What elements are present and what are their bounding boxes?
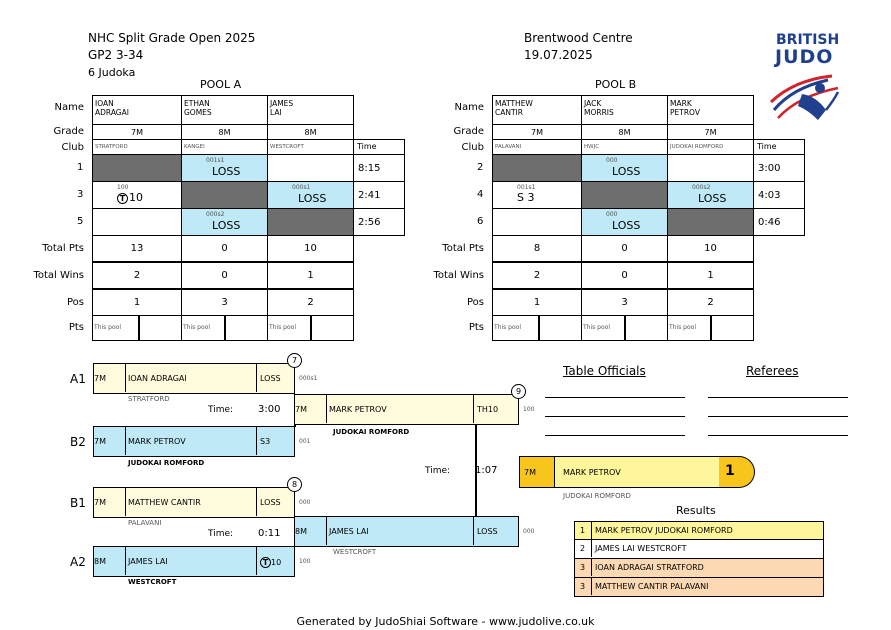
player-name bbox=[584, 99, 614, 117]
pool_b-match-time: 3:00 bbox=[753, 154, 805, 182]
pool_b-total-pts-value: 0 bbox=[581, 235, 668, 262]
pool_a-player-2-grade: 8M bbox=[181, 124, 268, 140]
m7-bot-entry bbox=[93, 426, 295, 457]
result-text: MARK PETROV JUDOKAI ROMFORD bbox=[595, 526, 733, 535]
pool_a-total-pts-value: 10 bbox=[267, 235, 354, 262]
m7-bot-club: JUDOKAI ROMFORD bbox=[128, 459, 205, 467]
player-first-name: ETHAN bbox=[184, 99, 210, 108]
winner-grade: 7M bbox=[519, 456, 555, 488]
logo-text-judo: JUDO bbox=[775, 46, 834, 68]
pool_b-total-wins-value: 0 bbox=[581, 262, 668, 289]
player-last-name: PETROV bbox=[670, 108, 700, 117]
pool_b-result-cell bbox=[667, 208, 754, 236]
pool_b-result-cell bbox=[667, 181, 754, 209]
fighter-score: S3 bbox=[256, 427, 294, 455]
score-code: 000 bbox=[299, 499, 311, 506]
m8-top-club: PALAVANI bbox=[128, 519, 162, 527]
official-line-3 bbox=[545, 435, 685, 436]
loss-label: LOSS bbox=[612, 165, 641, 178]
pool_a-pts-label: Pts bbox=[68, 322, 84, 333]
fighter-name: MATTHEW CANTIR bbox=[128, 498, 201, 507]
judo-player-icon bbox=[768, 66, 846, 122]
fighter-score: LOSS bbox=[256, 488, 294, 516]
seed-label: B2 bbox=[70, 435, 86, 449]
referee-line-3 bbox=[708, 435, 848, 436]
pool_a-club-label: Club bbox=[61, 142, 84, 153]
score-code: 000 bbox=[606, 157, 618, 164]
player-name bbox=[95, 99, 129, 117]
this-pool-label: This pool bbox=[494, 324, 521, 331]
pool_b-player-1-grade: 7M bbox=[492, 124, 582, 140]
pool_a-result-cell bbox=[267, 181, 354, 209]
m9-bot-entry bbox=[294, 516, 519, 547]
referee-line-1 bbox=[708, 397, 848, 398]
pool_a-this-pool-cell bbox=[92, 315, 182, 341]
score-code: 100 bbox=[117, 184, 129, 191]
judoka-count: 6 Judoka bbox=[88, 66, 136, 79]
player-first-name: JAMES bbox=[270, 99, 294, 108]
pool_a-row-number: 3 bbox=[77, 189, 84, 200]
fighter-score: LOSS bbox=[473, 517, 518, 545]
score-code: 001s1 bbox=[206, 157, 225, 164]
m8-time: 0:11 bbox=[258, 528, 281, 539]
pool_a-name-label: Name bbox=[54, 102, 84, 113]
fighter-score bbox=[256, 547, 294, 575]
score-code: 000s1 bbox=[292, 184, 311, 191]
pool_a-this-pool-cell bbox=[181, 315, 268, 341]
fighter-name: MARK PETROV bbox=[329, 405, 387, 414]
pool_b-result-cell bbox=[581, 154, 668, 182]
loss-label: LOSS bbox=[212, 219, 241, 232]
pool_a-pos-label: Pos bbox=[66, 297, 84, 308]
pool_b-total-pts-value: 10 bbox=[667, 235, 754, 262]
winner-place: 1 bbox=[719, 456, 755, 488]
result-place: 3 bbox=[575, 559, 592, 576]
official-line-1 bbox=[545, 397, 685, 398]
official-line-2 bbox=[545, 416, 685, 417]
pool_b-match-time: 0:46 bbox=[753, 208, 805, 236]
pool_a-result-cell bbox=[92, 208, 182, 236]
pool_b-player-2-name-cell bbox=[581, 95, 668, 125]
match-7-number: 7 bbox=[287, 353, 302, 368]
divider bbox=[138, 316, 140, 340]
pool_a-player-3-grade: 8M bbox=[267, 124, 354, 140]
pool_a-result-cell bbox=[181, 154, 268, 182]
divider bbox=[538, 316, 540, 340]
table-officials-heading: Table Officials bbox=[563, 364, 646, 378]
pool_a-pos-value: 2 bbox=[267, 289, 354, 316]
divider bbox=[710, 316, 712, 340]
pool_b-result-cell bbox=[492, 154, 582, 182]
seed-label: B1 bbox=[70, 496, 86, 510]
m8-bot-entry bbox=[93, 546, 295, 577]
player-name bbox=[495, 99, 533, 117]
m8-bot-club: WESTCROFT bbox=[128, 578, 177, 586]
divider bbox=[224, 316, 226, 340]
m9-bot-club: WESTCROFT bbox=[333, 548, 377, 556]
pool_b-player-3-name-cell bbox=[667, 95, 754, 125]
score-number: 10 bbox=[271, 558, 282, 567]
player-first-name: IOAN bbox=[95, 99, 114, 108]
fighter-score: TH10 bbox=[473, 395, 518, 423]
pool_b-name-label: Name bbox=[454, 102, 484, 113]
british-judo-logo bbox=[768, 32, 846, 122]
pool_a-result-cell bbox=[92, 154, 182, 182]
divider bbox=[624, 316, 626, 340]
pool_a-total-wins-value: 2 bbox=[92, 262, 182, 289]
result-text: JAMES LAI WESTCROFT bbox=[595, 544, 687, 553]
pool_a-result-cell bbox=[181, 181, 268, 209]
m9-top-club: JUDOKAI ROMFORD bbox=[333, 428, 410, 436]
score-value: S 3 bbox=[517, 191, 535, 204]
pool_a-time-header: Time bbox=[353, 139, 405, 155]
match-9-number: 9 bbox=[511, 384, 526, 399]
winner-name: MARK PETROV bbox=[554, 456, 722, 488]
m9-time: 1:07 bbox=[475, 465, 498, 476]
m7-time: 3:00 bbox=[258, 404, 281, 415]
winner-entry bbox=[519, 456, 737, 488]
pool_b-player-1-club: PALAVANI bbox=[492, 139, 582, 155]
pool_a-total-pts-value: 0 bbox=[181, 235, 268, 262]
pool_a-pos-value: 1 bbox=[92, 289, 182, 316]
player-first-name: MARK bbox=[670, 99, 692, 108]
pool-a-title: POOL A bbox=[200, 78, 242, 91]
divider bbox=[310, 316, 312, 340]
pool_a-row-number: 1 bbox=[77, 162, 84, 173]
result-row bbox=[574, 521, 824, 540]
pool_b-total-wins-label: Total Wins bbox=[433, 270, 484, 281]
score-number: 10 bbox=[129, 191, 143, 204]
pool_a-this-pool-cell bbox=[267, 315, 354, 341]
result-text: MATTHEW CANTIR PALAVANI bbox=[595, 582, 709, 591]
pool_a-total-wins-value: 0 bbox=[181, 262, 268, 289]
pool_b-total-wins-value: 2 bbox=[492, 262, 582, 289]
ippon-icon: T bbox=[260, 557, 271, 568]
pool_b-pos-value: 1 bbox=[492, 289, 582, 316]
pool_b-total-wins-value: 1 bbox=[667, 262, 754, 289]
pool_a-result-cell bbox=[181, 208, 268, 236]
player-last-name: GOMES bbox=[184, 108, 212, 117]
pool_a-pos-value: 3 bbox=[181, 289, 268, 316]
score-code: 001 bbox=[299, 438, 311, 445]
pool_b-total-pts-label: Total Pts bbox=[442, 243, 484, 254]
pool_b-result-cell bbox=[581, 181, 668, 209]
this-pool-label: This pool bbox=[183, 324, 210, 331]
m8-top-entry bbox=[93, 487, 295, 518]
grade: 8M bbox=[295, 517, 327, 545]
pool_b-this-pool-cell bbox=[492, 315, 582, 341]
result-place: 2 bbox=[575, 540, 592, 557]
this-pool-label: This pool bbox=[583, 324, 610, 331]
fighter-score: LOSS bbox=[256, 364, 294, 392]
pool_b-player-3-grade: 7M bbox=[667, 124, 754, 140]
loss-label: LOSS bbox=[212, 165, 241, 178]
player-first-name: JACK bbox=[584, 99, 602, 108]
pool-b-title: POOL B bbox=[595, 78, 637, 91]
results-heading: Results bbox=[676, 504, 716, 517]
m7-top-entry bbox=[93, 363, 295, 394]
score-code: 000 bbox=[523, 528, 535, 535]
pool_b-total-pts-value: 8 bbox=[492, 235, 582, 262]
pool_a-result-cell bbox=[92, 181, 182, 209]
pool_a-total-pts-value: 13 bbox=[92, 235, 182, 262]
pool_a-player-3-club: WESTCROFT bbox=[267, 139, 354, 155]
fighter-name: JAMES LAI bbox=[128, 557, 168, 566]
time-label: Time: bbox=[208, 529, 234, 539]
pool_a-total-wins-label: Total Wins bbox=[33, 270, 84, 281]
pool_a-match-time: 2:41 bbox=[353, 181, 405, 209]
loss-label: LOSS bbox=[698, 192, 727, 205]
pool_b-result-cell bbox=[492, 208, 582, 236]
seed-label: A1 bbox=[70, 372, 86, 386]
seed-label: A2 bbox=[70, 555, 86, 569]
match-8-number: 8 bbox=[287, 477, 302, 492]
m9-top-entry bbox=[294, 394, 519, 425]
score-code: 001s1 bbox=[517, 184, 536, 191]
result-place: 3 bbox=[575, 578, 592, 595]
player-last-name: ADRAGAI bbox=[95, 108, 129, 117]
ippon-icon: T bbox=[117, 193, 128, 204]
grade: 8M bbox=[94, 547, 126, 575]
event-date: 19.07.2025 bbox=[524, 48, 593, 62]
pool_b-result-cell bbox=[492, 181, 582, 209]
grade: 7M bbox=[94, 364, 126, 392]
referees-heading: Referees bbox=[746, 364, 799, 378]
pool_b-player-2-grade: 8M bbox=[581, 124, 668, 140]
grade: 7M bbox=[94, 488, 126, 516]
fighter-name: JAMES LAI bbox=[329, 527, 369, 536]
score-code: 000s2 bbox=[692, 184, 711, 191]
pool_a-result-cell bbox=[267, 208, 354, 236]
score-code: 000s1 bbox=[299, 375, 318, 382]
pool_b-grade-label: Grade bbox=[453, 126, 484, 137]
pool_a-player-1-name-cell bbox=[92, 95, 182, 125]
pool_a-player-2-name-cell bbox=[181, 95, 268, 125]
pool_a-result-cell bbox=[267, 154, 354, 182]
score-code: 000s2 bbox=[206, 211, 225, 218]
referee-line-2 bbox=[708, 416, 848, 417]
venue: Brentwood Centre bbox=[524, 31, 633, 45]
result-row bbox=[574, 559, 824, 578]
pool_b-time-header: Time bbox=[753, 139, 805, 155]
footer-text: Generated by JudoShiai Software - www.judolive.co.uk bbox=[296, 615, 595, 628]
grade: 7M bbox=[94, 427, 126, 455]
fighter-name: MARK PETROV bbox=[128, 437, 186, 446]
grade: 7M bbox=[295, 395, 327, 423]
pool_a-match-time: 2:56 bbox=[353, 208, 405, 236]
pool_a-player-1-grade: 7M bbox=[92, 124, 182, 140]
fighter-name: IOAN ADRAGAI bbox=[128, 374, 187, 383]
pool_a-player-3-name-cell bbox=[267, 95, 354, 125]
result-text: IOAN ADRAGAI STRATFORD bbox=[595, 563, 704, 572]
pool_a-match-time: 8:15 bbox=[353, 154, 405, 182]
player-last-name: LAI bbox=[270, 108, 282, 117]
player-last-name: CANTIR bbox=[495, 108, 523, 117]
player-last-name: MORRIS bbox=[584, 108, 614, 117]
player-name bbox=[270, 99, 293, 117]
pool_b-pos-value: 2 bbox=[667, 289, 754, 316]
pool_b-row-number: 4 bbox=[477, 189, 484, 200]
time-label: Time: bbox=[208, 405, 234, 415]
pool_b-player-1-name-cell bbox=[492, 95, 582, 125]
pool_b-this-pool-cell bbox=[667, 315, 754, 341]
pool_b-row-number: 6 bbox=[477, 216, 484, 227]
event-title: NHC Split Grade Open 2025 bbox=[88, 31, 256, 45]
m7-top-club: STRATFORD bbox=[128, 395, 170, 403]
winner-club: JUDOKAI ROMFORD bbox=[563, 492, 631, 500]
player-first-name: MATTHEW bbox=[495, 99, 533, 108]
pool_b-match-time: 4:03 bbox=[753, 181, 805, 209]
time-label: Time: bbox=[425, 466, 451, 476]
pool_a-total-pts-label: Total Pts bbox=[42, 243, 84, 254]
pool_b-result-cell bbox=[667, 154, 754, 182]
result-place: 1 bbox=[575, 522, 592, 539]
pool_a-grade-label: Grade bbox=[53, 126, 84, 137]
this-pool-label: This pool bbox=[669, 324, 696, 331]
pool_b-pos-value: 3 bbox=[581, 289, 668, 316]
loss-label: LOSS bbox=[612, 219, 641, 232]
this-pool-label: This pool bbox=[94, 324, 121, 331]
pool_b-pos-label: Pos bbox=[466, 297, 484, 308]
pool_b-this-pool-cell bbox=[581, 315, 668, 341]
logo-text-british: BRITISH bbox=[776, 32, 840, 48]
pool_b-result-cell bbox=[581, 208, 668, 236]
pool_b-club-label: Club bbox=[461, 142, 484, 153]
loss-label: LOSS bbox=[298, 192, 327, 205]
category-title: GP2 3-34 bbox=[88, 48, 144, 62]
score-value bbox=[117, 191, 143, 204]
score-code: 000 bbox=[606, 211, 618, 218]
player-name bbox=[670, 99, 700, 117]
pool_a-player-2-club: KANGEI bbox=[181, 139, 268, 155]
pool_b-pts-label: Pts bbox=[468, 322, 484, 333]
pool_a-row-number: 5 bbox=[77, 216, 84, 227]
score-code: 100 bbox=[523, 406, 535, 413]
pool_b-player-2-club: HWJC bbox=[581, 139, 668, 155]
score-code: 100 bbox=[299, 558, 311, 565]
pool_a-total-wins-value: 1 bbox=[267, 262, 354, 289]
pool_b-row-number: 2 bbox=[477, 162, 484, 173]
pool_b-player-3-club: JUDOKAI ROMFORD bbox=[667, 139, 754, 155]
result-row bbox=[574, 540, 824, 559]
player-name bbox=[184, 99, 212, 117]
pool_a-player-1-club: STRATFORD bbox=[92, 139, 182, 155]
this-pool-label: This pool bbox=[269, 324, 296, 331]
result-row bbox=[574, 578, 824, 597]
